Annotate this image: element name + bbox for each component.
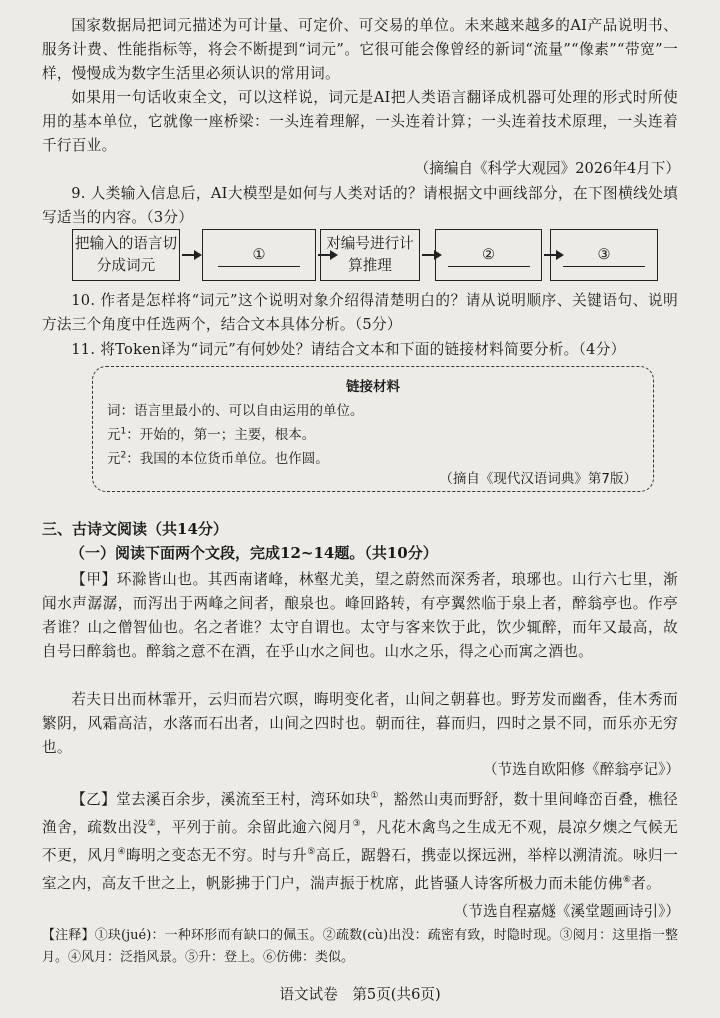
yi-text: 者。	[631, 874, 662, 892]
flow-step-1: 把输入的语言切分成词元	[72, 229, 180, 281]
section-3-heading: 三、古诗文阅读（共14分）	[42, 520, 228, 538]
material-body: ：我国的本位货币单位。也作圆。	[126, 451, 329, 467]
flow-blank-2	[435, 229, 542, 281]
annotation-notes: 【注释】①玦(jué)：一种环形而有缺口的佩玉。②疏数(cù)出没：疏密有致，时隐时现。③阅月：这里指一整月。④风月：泛指风景。⑤升：登上。⑥仿佛：类似。	[42, 928, 678, 965]
question-9: 9. 人类输入信息后，AI大模型是如何与人类对话的？请根据文中画线部分，在下图横线处填写适当的内容。（3分）	[42, 185, 678, 226]
page-footer: 语文试卷 第5页(共6页)	[279, 986, 441, 1003]
material-body: ：开始的，第一；主要，根本。	[126, 427, 316, 443]
passage-source: （摘编自《科学大观园》2026年4月下）	[414, 160, 680, 177]
material-line-ci: 词：语言里最小的、可以自由运用的单位。	[107, 403, 364, 419]
dialog-flow-diagram	[72, 229, 672, 283]
passage-paragraph-2: 如果用一句话收束全文，可以这样说，词元是AI把人类语言翻译成机器可处理的形式时所使用的基本单位，它就像一座桥梁：一头连着理解，一头连着计算；一头连着技术原理，一头连着千行百业。	[42, 89, 678, 154]
flow-step-3: 对编号进行计算推理	[320, 229, 420, 281]
blank-number-3: ③	[563, 244, 645, 267]
blank-number-2: ②	[448, 244, 530, 267]
note-mark-3: ③	[352, 818, 362, 829]
section-3-subheading: （一）阅读下面两个文段，完成12~14题。（共10分）	[70, 544, 438, 562]
flow-blank-1	[202, 229, 316, 281]
note-mark-1: ①	[370, 791, 379, 801]
material-source: （摘自《现代汉语词典》第7版）	[439, 471, 637, 487]
material-head: 元	[107, 427, 121, 443]
note-mark-4: ④	[117, 846, 127, 857]
yi-text: 晦明之变态无不穷。时与升	[126, 846, 308, 864]
yi-text: ，凡花木禽鸟之生成无不观，晨凉夕燠之气候无不更，风月	[42, 818, 678, 864]
material-sup: 2	[120, 450, 127, 461]
material-line-yuan2	[107, 447, 329, 467]
note-mark-5: ⑤	[307, 846, 316, 857]
link-material-box	[92, 366, 654, 492]
passage-paragraph-1: 国家数据局把词元描述为可计量、可定价、可交易的单位。未来越来越多的AI产品说明书、服务计费、性能指标等，将会不断提到“词元”。它很可能会像曾经的新词“流量”“像素”“带宽”一样，慢慢成为数字生活里必须认识的常用词。	[42, 17, 678, 82]
question-10: 10. 作者是怎样将“词元”这个说明对象介绍得清楚明白的？请从说明顺序、关键语句、说明方法三个角度中任选两个，结合文本具体分析。（5分）	[42, 292, 678, 333]
blank-number-1: ①	[218, 244, 300, 267]
yi-text: ，豁然山夷而野舒，数十里间峰峦百叠，樵径渔舍，疏数出没	[42, 790, 678, 836]
yi-text: 【乙】堂去溪百余步，溪流至王村，湾环如玦	[71, 790, 371, 808]
note-mark-6: ⑥	[622, 874, 632, 885]
jia-source: （节选自欧阳修《醉翁亭记》）	[482, 761, 680, 778]
flow-arrow-1	[182, 254, 200, 256]
jia-paragraph-1: 【甲】环滁皆山也。其西南诸峰，林壑尤美，望之蔚然而深秀者，琅琊也。山行六七里，渐闻水声潺潺，而泻出于两峰之间者，酿泉也。峰回路转，有亭翼然临于泉上者，醉翁亭也。作亭者谁？山之僧智仙也。名之者谁？太守自谓也。太守与客来饮于此，饮少辄醉，而年又最高，故自号曰醉翁也。醉翁之意不在酒，在乎山水之间也。山水之乐，得之心而寓之酒也。	[42, 571, 678, 660]
yi-source: （节选自程嘉燧《溪堂题画诗引》）	[453, 903, 680, 920]
question-11: 11. 将Token译为“词元”有何妙处？请结合文本和下面的链接材料简要分析。（4分）	[71, 341, 626, 358]
jia-paragraph-2: 若夫日出而林霏开，云归而岩穴暝，晦明变化者，山间之朝暮也。野芳发而幽香，佳木秀而繁阴，风霜高洁，水落而石出者，山间之四时也。朝而往，暮而归，四时之景不同，而乐亦无穷也。	[42, 691, 678, 756]
yi-text: 高丘，踞磐石，携壶以探远洲，举梓以溯清流。咏归一室之内，高友千世之上，帆影拂于门户，湍声振于枕席，此皆骚人诗客所极力而未能仿佛	[42, 846, 678, 892]
material-sup: 1	[120, 426, 127, 437]
yi-text: ，平列于前。余留此逾六阅月	[156, 818, 353, 836]
note-mark-2: ②	[147, 818, 157, 829]
yi-paragraph	[42, 784, 678, 895]
flow-blank-3	[550, 229, 658, 281]
material-title: 链接材料	[346, 379, 400, 395]
material-line-yuan1	[107, 423, 315, 443]
material-head: 元	[107, 451, 121, 467]
